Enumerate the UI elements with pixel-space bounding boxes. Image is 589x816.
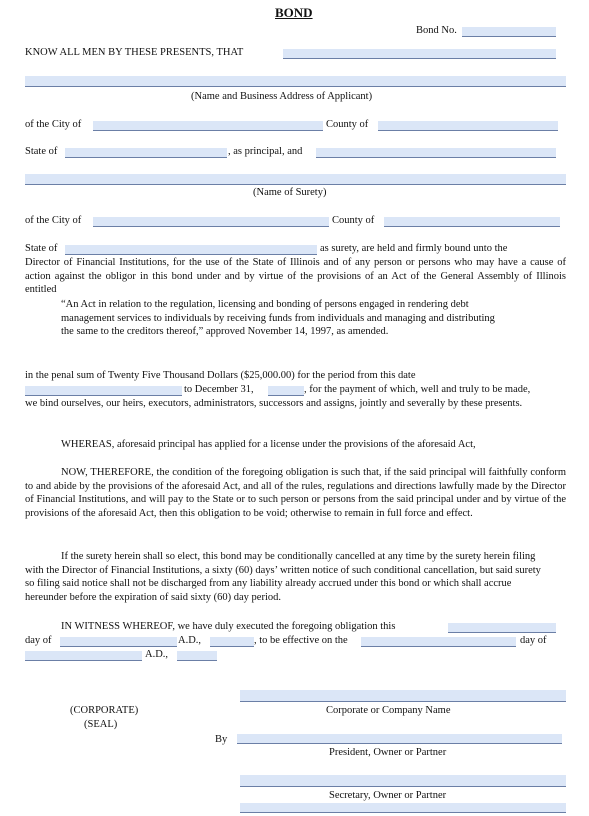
day-of-right-label: day of (520, 635, 547, 646)
city-field-2[interactable] (93, 217, 329, 227)
surety-cancel-paragraph: If the surety herein shall so elect, this bond may be conditionally cancelled at any time by the surety herein filing with the Director of Financial Institutions, a sixty (60) days’ written notice of such conditional cancellation, but said surety so filing said notice shall not be discharged from any liability already accrued under this bond or which shall accrue hereunder before the expiration of said sixty (60) day period. (25, 551, 541, 603)
secretary-caption: Secretary, Owner or Partner (329, 790, 447, 801)
witness-day-field[interactable] (448, 623, 556, 633)
president-caption: President, Owner or Partner (329, 747, 447, 758)
secretary-name-field[interactable] (240, 803, 566, 813)
company-caption: Corporate or Company Name (326, 705, 451, 716)
company-name-field[interactable] (240, 690, 566, 702)
witness-month-field[interactable] (60, 637, 177, 647)
surety-name-inline-field[interactable] (316, 148, 556, 158)
as-principal-text: , as principal, and (228, 146, 303, 157)
applicant-address-field[interactable] (25, 76, 566, 87)
know-all-text: KNOW ALL MEN BY THESE PRESENTS, THAT (25, 47, 244, 58)
page-title: BOND (275, 5, 313, 20)
state-label-1: State of (25, 146, 58, 157)
period-start-field[interactable] (25, 386, 182, 396)
bond-no-label: Bond No. (416, 25, 457, 36)
president-signature-field[interactable] (237, 734, 562, 744)
day-of-label: day of (25, 635, 52, 646)
witness-year-field[interactable] (210, 637, 254, 647)
ad-label-1: A.D., (178, 635, 202, 646)
bind-paragraph: we bind ourselves, our heirs, executors, administrators, successors and assigns, jointly and severally by these presents. (25, 398, 523, 409)
act-quote-paragraph: “An Act in relation to the regulation, licensing and bonding of persons engaged in rendering debt management services to individuals by receiving funds from individuals and managing and distributing the same to the creditors thereof,” approved November 14, 1997, as amended. (61, 299, 495, 338)
secretary-signature-field[interactable] (240, 775, 566, 787)
witness-text: IN WITNESS WHEREOF, we have duly executed the foregoing obligation this (61, 621, 396, 632)
applicant-caption: (Name and Business Address of Applicant) (191, 91, 373, 102)
effective-month-field[interactable] (25, 651, 142, 661)
to-december-text: to December 31, (184, 384, 254, 395)
by-label: By (215, 734, 228, 745)
effective-year-field[interactable] (177, 651, 217, 661)
corporate-seal-line1: (CORPORATE) (70, 705, 139, 716)
city-label-1: of the City of (25, 119, 82, 130)
as-surety-text: as surety, are held and firmly bound unto the (320, 243, 508, 254)
principal-name-field[interactable] (283, 49, 556, 59)
corporate-seal-line2: (SEAL) (84, 719, 118, 730)
bond-no-field[interactable] (462, 27, 556, 37)
state-field-1[interactable] (65, 148, 227, 158)
surety-name-field[interactable] (25, 174, 566, 185)
payment-text: , for the payment of which, well and truly to be made, (304, 384, 531, 395)
effective-text: , to be effective on the (254, 635, 348, 646)
whereas-text: WHEREAS, aforesaid principal has applied for a license under the provisions of the aforesaid Act, (61, 439, 476, 450)
effective-day-field[interactable] (361, 637, 516, 647)
ad-label-2: A.D., (145, 649, 169, 660)
state-field-2[interactable] (65, 245, 317, 255)
county-field-2[interactable] (384, 217, 560, 227)
now-therefore-paragraph: NOW, THEREFORE, the condition of the foregoing obligation is such that, if the said principal will faithfully conform to and abide by the provisions of the aforesaid Act, and all of the rules, regulations and directions lawfully made by the Director of Financial Institutions, and will pay to the State or to such person or persons from the said principal under and by virtue of the provisions of the aforesaid Act, then this obligation to be void; otherwise to remain in full force and effect. (25, 467, 566, 519)
year-field[interactable] (268, 386, 304, 396)
surety-caption: (Name of Surety) (253, 187, 327, 198)
city-field-1[interactable] (93, 121, 323, 131)
state-label-2: State of (25, 243, 58, 254)
city-label-2: of the City of (25, 215, 82, 226)
bound-paragraph: Director of Financial Institutions, for the use of the State of Illinois and of any person or persons who may have a cause of action against the obligor in this bond under and by virtue of the provisions of an Act of the General Assembly of Illinois entitled (25, 257, 566, 296)
penal-sum-line: in the penal sum of Twenty Five Thousand Dollars ($25,000.00) for the period from this date (25, 370, 416, 381)
county-label-2: County of (332, 215, 375, 226)
county-field-1[interactable] (378, 121, 558, 131)
county-label-1: County of (326, 119, 369, 130)
